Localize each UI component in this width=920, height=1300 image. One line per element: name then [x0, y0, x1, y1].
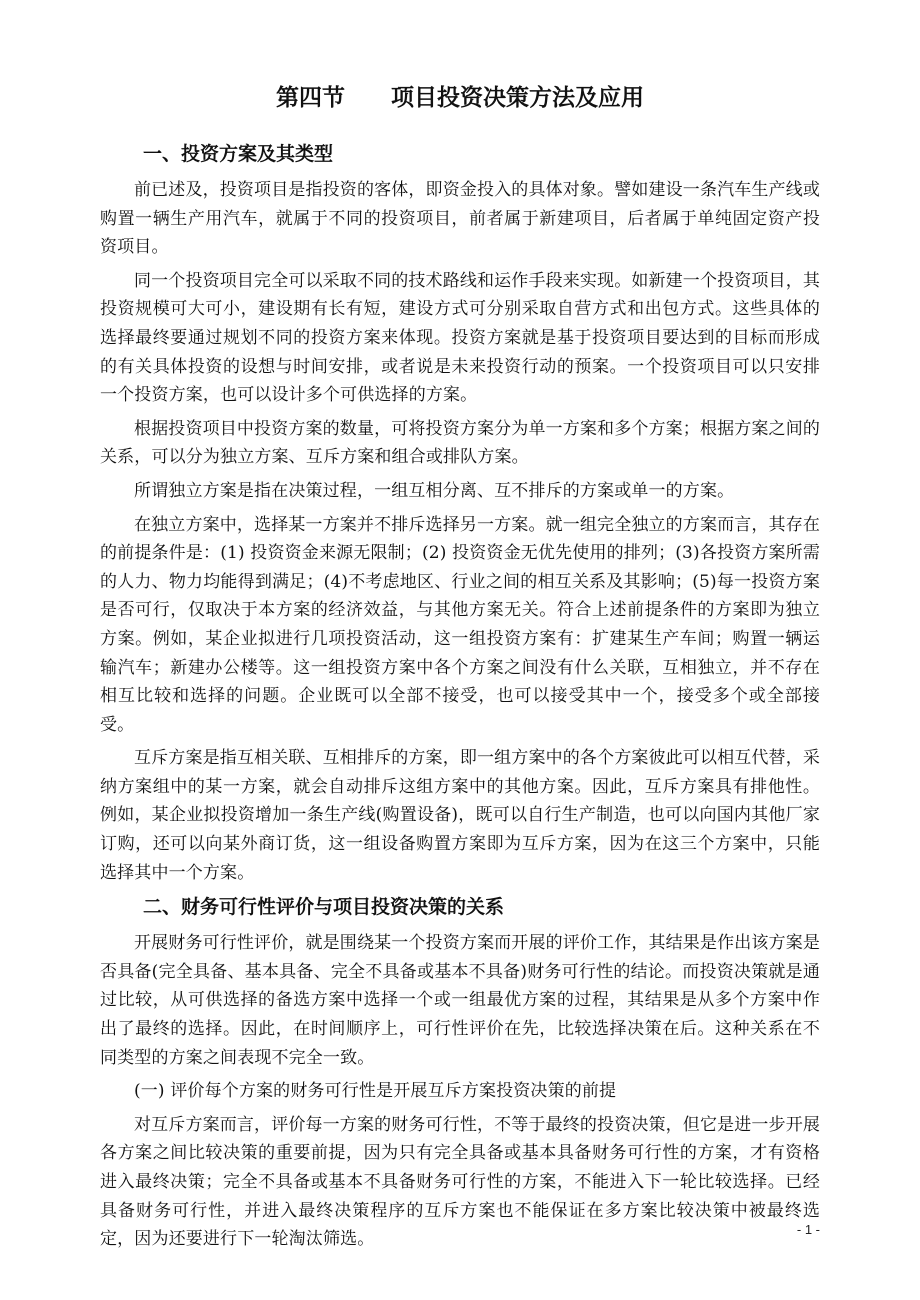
paragraph: 所谓独立方案是指在决策过程，一组互相分离、互不排斥的方案或单一的方案。 — [134, 480, 735, 501]
subheading: (一) 评价每个方案的财务可行性是开展互斥方案投资决策的前提 — [134, 1081, 617, 1102]
page-title: 第四节 项目投资决策方法及应用 — [276, 85, 644, 111]
paragraph: 在独立方案中，选择某一方案并不排斥选择另一方案。就一组完全独立的方案而言，其存在的前提条件是：(1) 投资资金来源无限制；(2) 投资资金无优先使用的排列；(3)各投资方案所需的人力、物力均能得到满足；(4)不考虑地区、行业之间的相互关系及其影响；(5)每一投资方案是否可行，仅取决于本方案的经济效益，与其他方案无关。符合上述前提条件的方案即为独立方案。例如，某企业拟进行几项投资活动，这一组投资方案有：扩建某生产车间；购置一辆运输汽车；新建办公楼等。这一组投资方案中各个方案之间没有什么关联，互相独立，并不存在相互比较和选择的问题。企业既可以全部不接受，也可以接受其中一个，接受多个或全部接受。 — [100, 514, 820, 735]
paragraph: 同一个投资项目完全可以采取不同的技术路线和运作手段来实现。如新建一个投资项目，其投资规模可大可小，建设期有长有短，建设方式可分别采取自营方式和出包方式。这些具体的选择最终要通过规划不同的投资方案来体现。投资方案就是基于投资项目要达到的目标而形成的有关具体投资的设想与时间安排，或者说是未来投资行动的预案。一个投资项目可以只安排一个投资方案，也可以设计多个可供选择的方案。 — [100, 270, 820, 406]
paragraph: 互斥方案是指互相关联、互相排斥的方案，即一组方案中的各个方案彼此可以相互代替，采纳方案组中的某一方案，就会自动排斥这组方案中的其他方案。因此，互斥方案具有排他性。例如，某企业拟投资增加一条生产线(购置设备)，既可以自行生产制造，也可以向国内其他厂家订购，还可以向某外商订货，这一组设备购置方案即为互斥方案，因为在这三个方案中，只能选择其中一个方案。 — [100, 748, 820, 883]
paragraph: 开展财务可行性评价，就是围绕某一个投资方案而开展的评价工作，其结果是作出该方案是否具备(完全具备、基本具备、完全不具备或基本不具备)财务可行性的结论。而投资决策就是通过比较，从可供选择的备选方案中选择一个或一组最优方案的过程，其结果是从多个方案中作出了最终的选择。因此，在时间顺序上，可行性评价在先，比较选择决策在后。这种关系在不同类型的方案之间表现不完全一致。 — [100, 933, 820, 1068]
section-heading-2: 二、财务可行性评价与项目投资决策的关系 — [143, 896, 505, 919]
paragraph: 对互斥方案而言，评价每一方案的财务可行性，不等于最终的投资决策，但它是进一步开展各方案之间比较决策的重要前提，因为只有完全具备或基本具备财务可行性的方案，才有资格进入最终决策；完全不具备或基本不具备财务可行性的方案，不能进入下一轮比较选择。已经具备财务可行性，并进入最终决策程序的互斥方案也不能保证在多方案比较决策中被最终选定，因为还要进行下一轮淘汰筛选。 — [100, 1114, 820, 1250]
paragraph: 前已述及，投资项目是指投资的客体，即资金投入的具体对象。譬如建设一条汽车生产线或购置一辆生产用汽车，就属于不同的投资项目，前者属于新建项目，后者属于单纯固定资产投资项目。 — [100, 180, 820, 258]
paragraph: 根据投资项目中投资方案的数量，可将投资方案分为单一方案和多个方案；根据方案之间的关系，可以分为独立方案、互斥方案和组合或排队方案。 — [100, 418, 820, 468]
document-body — [100, 134, 820, 1259]
section-heading-1: 一、投资方案及其类型 — [143, 143, 334, 165]
page-number: - 1 - — [796, 1222, 820, 1237]
